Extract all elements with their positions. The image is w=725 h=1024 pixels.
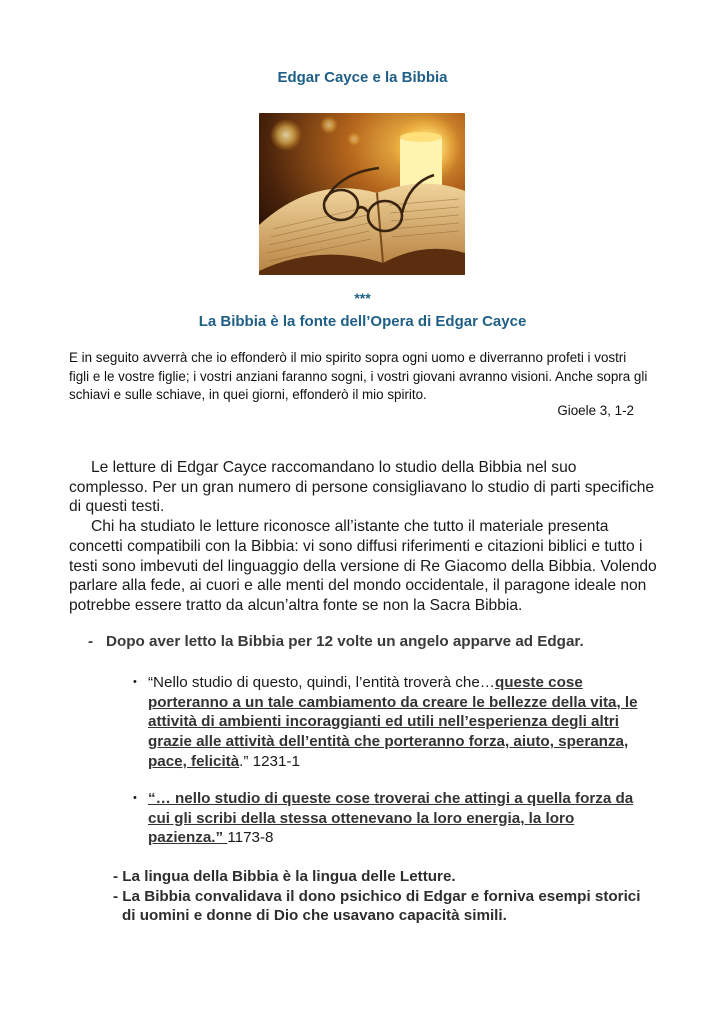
bullet-dot-icon: • xyxy=(133,792,137,804)
bullet-dot-icon: • xyxy=(133,676,137,688)
dash-marker: - xyxy=(88,633,94,650)
dash-item-text: Dopo aver letto la Bibbia per 12 volte un angelo apparve ad Edgar. xyxy=(106,633,584,650)
bible-glasses-candle-image xyxy=(259,113,465,275)
epigraph-quote: E in seguito avverrà che io effonderò il mio spirito sopra ogni uomo e diverranno profeti i vostri figli e le vostre figlie; i vostri anziani faranno sogni, i vostri giovani avranno visioni. Anche sopra gli schiavi e sulle schiave, in quei giorni, effonderò il mio spirito. xyxy=(69,350,648,402)
bullet-emphasis: “… nello studio di queste cose troverai che attingi a quella forza da cui gli scribi della stessa ottenevano la loro energia, la loro pazienza.” xyxy=(148,790,634,847)
section-separator: *** xyxy=(354,290,371,306)
bullet-prefix: “Nello studio di questo, quindi, l’entità troverà che… xyxy=(148,674,495,691)
closing-list xyxy=(113,867,653,926)
paragraph: Le letture di Edgar Cayce raccomandano lo studio della Bibbia nel suo complesso. Per un gran numero di persone consigliavano lo studio di parti specifiche di questi testi. xyxy=(69,459,655,516)
body-paragraphs xyxy=(69,458,659,616)
bullet-text xyxy=(148,673,653,772)
bullet-emphasis: queste cose porteranno a un tale cambiamento da creare le bellezze della vita, le attività di ambienti incoraggianti ed utili nell’esperienza degli altri grazie alle attività dell’entità che porteranno forza, aiuto, speranza, pace, felicità xyxy=(148,674,638,770)
closing-item: - La lingua della Bibbia è la lingua delle Letture. xyxy=(113,868,456,885)
paragraph: Chi ha studiato le letture riconosce all’istante che tutto il materiale presenta concetti compatibili con la Bibbia: vi sono diffusi riferimenti e citazioni biblici e tutto i testi sono imbevuti del linguaggio della versione di Re Giacomo della Bibbia. Volendo parlare alla fede, ai cuori e alle menti del mondo occidentale, il paragone ideale non potrebbe essere tratto da alcun’altra fonte se non la Sacra Bibbia. xyxy=(69,518,657,614)
bullet-item xyxy=(133,673,653,772)
bullet-suffix: .” 1231-1 xyxy=(239,752,300,770)
section-subtitle: La Bibbia è la fonte dell’Opera di Edgar Cayce xyxy=(198,313,527,330)
bullet-item xyxy=(133,789,653,848)
dash-list-item xyxy=(88,633,648,650)
page-title: Edgar Cayce e la Bibbia xyxy=(277,69,448,86)
closing-item: - La Bibbia convalidava il dono psichico di Edgar e forniva esempi storici di uomini e donne di Dio che usavano capacità simili. xyxy=(113,887,641,925)
epigraph-reference: Gioele 3, 1-2 xyxy=(557,403,634,418)
bullet-suffix: 1173-8 xyxy=(227,829,274,847)
bullet-text xyxy=(148,789,653,848)
bible-photo xyxy=(259,113,465,275)
